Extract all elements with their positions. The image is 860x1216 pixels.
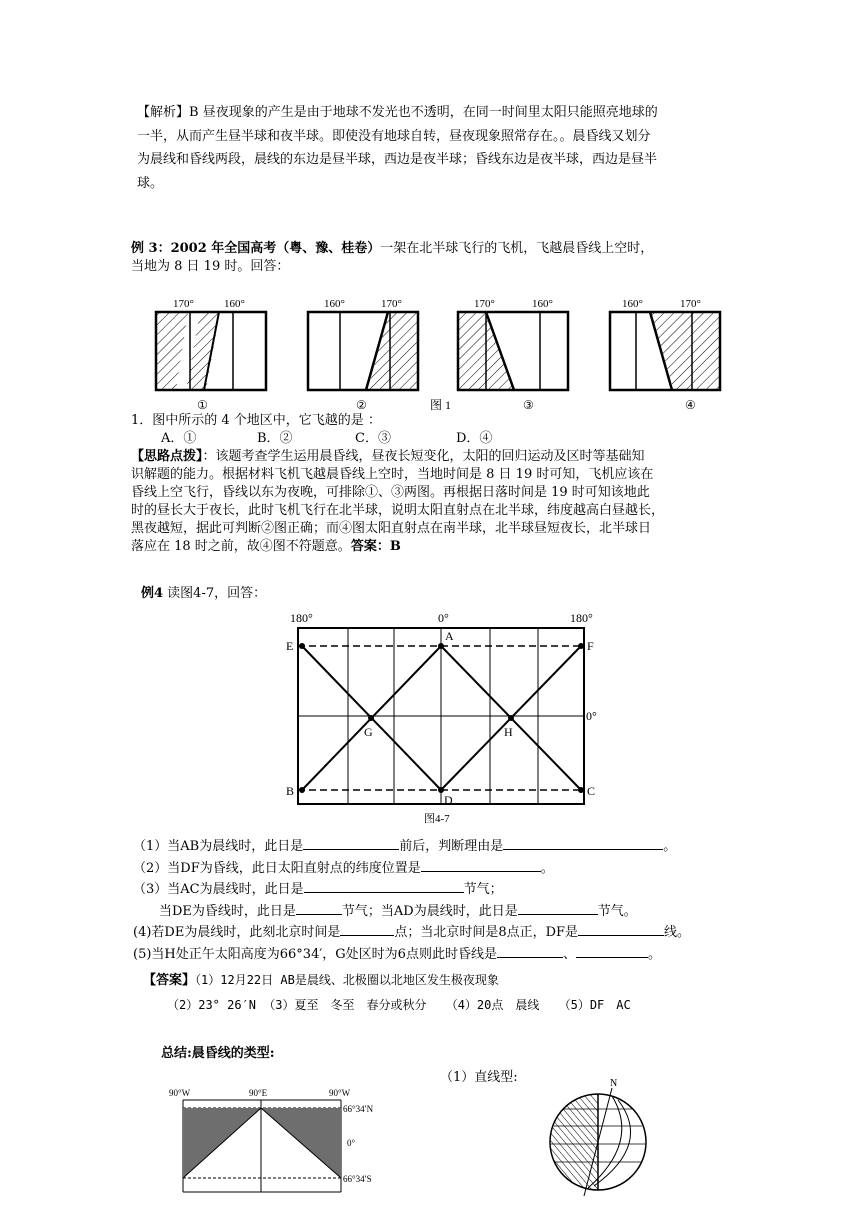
- panel-3-caption: ③: [523, 398, 534, 412]
- analysis-label: 【解析】: [137, 105, 190, 120]
- map-label-180-right: 180°: [570, 611, 593, 625]
- q4-text: (4)若DE为晨线时，此刻北京时间是: [133, 925, 341, 941]
- panel-4-caption: ④: [685, 398, 696, 412]
- example4-questions: [133, 836, 690, 966]
- map-66s: 66°34′S: [343, 1174, 372, 1184]
- hint-line: 识解题的能力。根据材料飞机飞越晨昏线上空时，当地时间是 8 日 19 时可知，飞机应该在: [131, 467, 654, 482]
- map-label-180-left: 180°: [290, 611, 313, 625]
- q3-blank-3[interactable]: [518, 901, 598, 915]
- example3-label: 例 3: [131, 241, 158, 256]
- option-a: A．①: [161, 431, 197, 446]
- panel-3-right-label: 160°: [532, 298, 553, 310]
- panel-4-left-label: 160°: [622, 298, 643, 310]
- answer-line-1: （1）12月22日 AB是晨线、北极圈以北地区发生极夜现象: [195, 973, 499, 987]
- example4-intro: [141, 582, 266, 601]
- panel-1-caption: ①: [197, 398, 208, 412]
- q3-blank-2[interactable]: [296, 901, 342, 915]
- q4-blank-1[interactable]: [340, 922, 394, 936]
- hint-line: 昏线上空飞行，昏线以东为夜晚，可排除①、③两图。再根据日落时间是 19 时可知该地此: [131, 485, 650, 500]
- analysis-paragraph: [137, 101, 737, 195]
- q1-end: 。: [663, 839, 677, 854]
- panel-1-right-label: 160°: [224, 298, 245, 310]
- example3-intro-text: 一架在北半球飞行的飞机，飞越晨昏线上空时，: [380, 241, 654, 256]
- q3c-end: 节气。: [597, 903, 637, 919]
- hint-label: 【思路点拨】: [131, 449, 203, 464]
- panel-1-left-label: 170°: [173, 298, 194, 310]
- summary-subtitle: （1）直线型:: [440, 1070, 518, 1085]
- answer-label: 答案：: [350, 539, 390, 554]
- straight-terminator-map: [165, 1086, 374, 1196]
- map-90w-right: 90°W: [329, 1088, 351, 1098]
- option-b: B．②: [257, 431, 293, 446]
- figure-4-7-caption: 图4-7: [424, 813, 450, 825]
- question-text: 1．图中所示的 4 个地区中，它飞越的是 ：: [131, 413, 381, 428]
- hint-line: 落应在 18 时之前，故④图不符题意。: [131, 539, 351, 554]
- map-66n: 66°34′N: [343, 1104, 374, 1114]
- answer-value: B: [389, 539, 401, 554]
- q5-sep: 、: [562, 946, 576, 962]
- options-row: [131, 430, 492, 448]
- q5-blank-2[interactable]: [576, 944, 648, 958]
- example3-source: ：2002 年全国高考（粤、豫、桂卷）: [157, 241, 381, 256]
- map-label-0: 0°: [438, 611, 449, 625]
- example3-intro: [131, 240, 653, 276]
- analysis-line: B 昼夜现象的产生是由于地球不发光也不透明，在同一时间里太阳只能照亮地球的: [189, 105, 658, 120]
- point-h: H: [504, 725, 513, 739]
- q4-end: 线。: [664, 925, 691, 941]
- panel-4-right-label: 170°: [680, 298, 701, 310]
- q3c-text-2: 节气；当AD为晨线时，此日是: [341, 903, 518, 919]
- hint-line: 黑夜越短，据此可判断②图正确；而④图太阳直射点在南半球，北半球昼短夜长，北半球日: [131, 521, 652, 536]
- q5-text: (5)当H处正午太阳高度为66°34′，G处区时为6点则此时昏线是: [133, 946, 497, 962]
- hint-line: 时的昼长大于夜长，此时飞机飞行在北半球，说明太阳直射点在北半球，纬度越高白昼越长，: [131, 503, 665, 518]
- analysis-line: 一半，从而产生昼半球和夜半球。即使没有地球自转，昼夜现象照常存在。。晨昏线又划分: [137, 128, 651, 144]
- q1-text: （1）当AB为晨线时，此日是: [133, 839, 304, 854]
- point-d: D: [444, 793, 453, 807]
- map-equator: 0°: [347, 1138, 356, 1148]
- q5-blank-1[interactable]: [497, 944, 563, 958]
- figure-1: [140, 292, 730, 414]
- map-90w-left: 90°W: [169, 1088, 191, 1098]
- q1-blank-2[interactable]: [503, 836, 663, 850]
- q4-text-2: 点；当北京时间是8点正，DF是: [394, 925, 579, 941]
- panel-2: [308, 298, 418, 412]
- q3-blank-1[interactable]: [304, 879, 464, 893]
- globe-diagram: [540, 1074, 660, 1194]
- panel-1: [156, 298, 266, 412]
- example3-hint: [131, 448, 664, 556]
- example3-question: [131, 412, 492, 448]
- q2-text: （2）当DF为昏线，此日太阳直射点的纬度位置是: [133, 860, 421, 876]
- answer-line-2: （2）23° 26′N （3）夏至 冬至 春分或秋分 （4）20点 晨线 （5）DF AC: [167, 998, 631, 1012]
- point-c: C: [587, 784, 596, 798]
- example4-label: 例4: [141, 586, 164, 601]
- q3-text: （3）当AC为晨线时，此日是: [133, 882, 304, 898]
- map-90e: 90°E: [249, 1088, 268, 1098]
- option-d: D．④: [456, 431, 493, 446]
- hint-line: ：该题考查学生运用晨昏线，昼夜长短变化，太阳的回归运动及区时等基础知: [202, 449, 645, 464]
- point-g: G: [364, 725, 373, 739]
- point-a: A: [445, 629, 454, 643]
- point-f: F: [587, 639, 594, 653]
- panel-3-left-label: 170°: [474, 298, 495, 310]
- analysis-line: 球。: [137, 175, 164, 191]
- q3c-text: 当DE为昏线时，此日是: [159, 903, 296, 919]
- globe-north-label: N: [610, 1078, 618, 1089]
- example4-intro-text: 读图4-7，回答：: [163, 586, 267, 601]
- q1-text-2: 前后，判断理由是: [399, 839, 504, 854]
- q2-blank[interactable]: [421, 858, 541, 872]
- panel-4: [610, 298, 720, 412]
- q2-end: 。: [540, 860, 554, 876]
- panel-3: [458, 298, 568, 412]
- example4-answer: [143, 968, 631, 1018]
- point-e: E: [286, 639, 294, 653]
- analysis-line: 为晨线和昏线两段，晨线的东边是昼半球，西边是夜半球；昏线东边是夜半球，西边是昼半: [137, 152, 658, 167]
- panel-2-left-label: 160°: [324, 298, 345, 310]
- example3-intro-line2: 当地为 8 日 19 时。回答：: [131, 259, 290, 274]
- q3-text-2: 节气；: [463, 882, 503, 898]
- figure-1-caption: 图 1: [430, 398, 452, 412]
- summary-title: 总结:晨昏线的类型:: [161, 1046, 275, 1061]
- figure-4-7: [280, 610, 610, 828]
- equator-label: 0°: [586, 709, 597, 723]
- option-c: C．③: [355, 431, 391, 446]
- q5-end: 。: [647, 946, 661, 962]
- point-b: B: [286, 784, 295, 798]
- panel-2-right-label: 170°: [381, 298, 402, 310]
- q1-blank-1[interactable]: [303, 836, 399, 850]
- q4-blank-2[interactable]: [578, 922, 664, 936]
- panel-2-caption: ②: [356, 398, 367, 412]
- answer-label-4: 【答案】: [143, 973, 196, 988]
